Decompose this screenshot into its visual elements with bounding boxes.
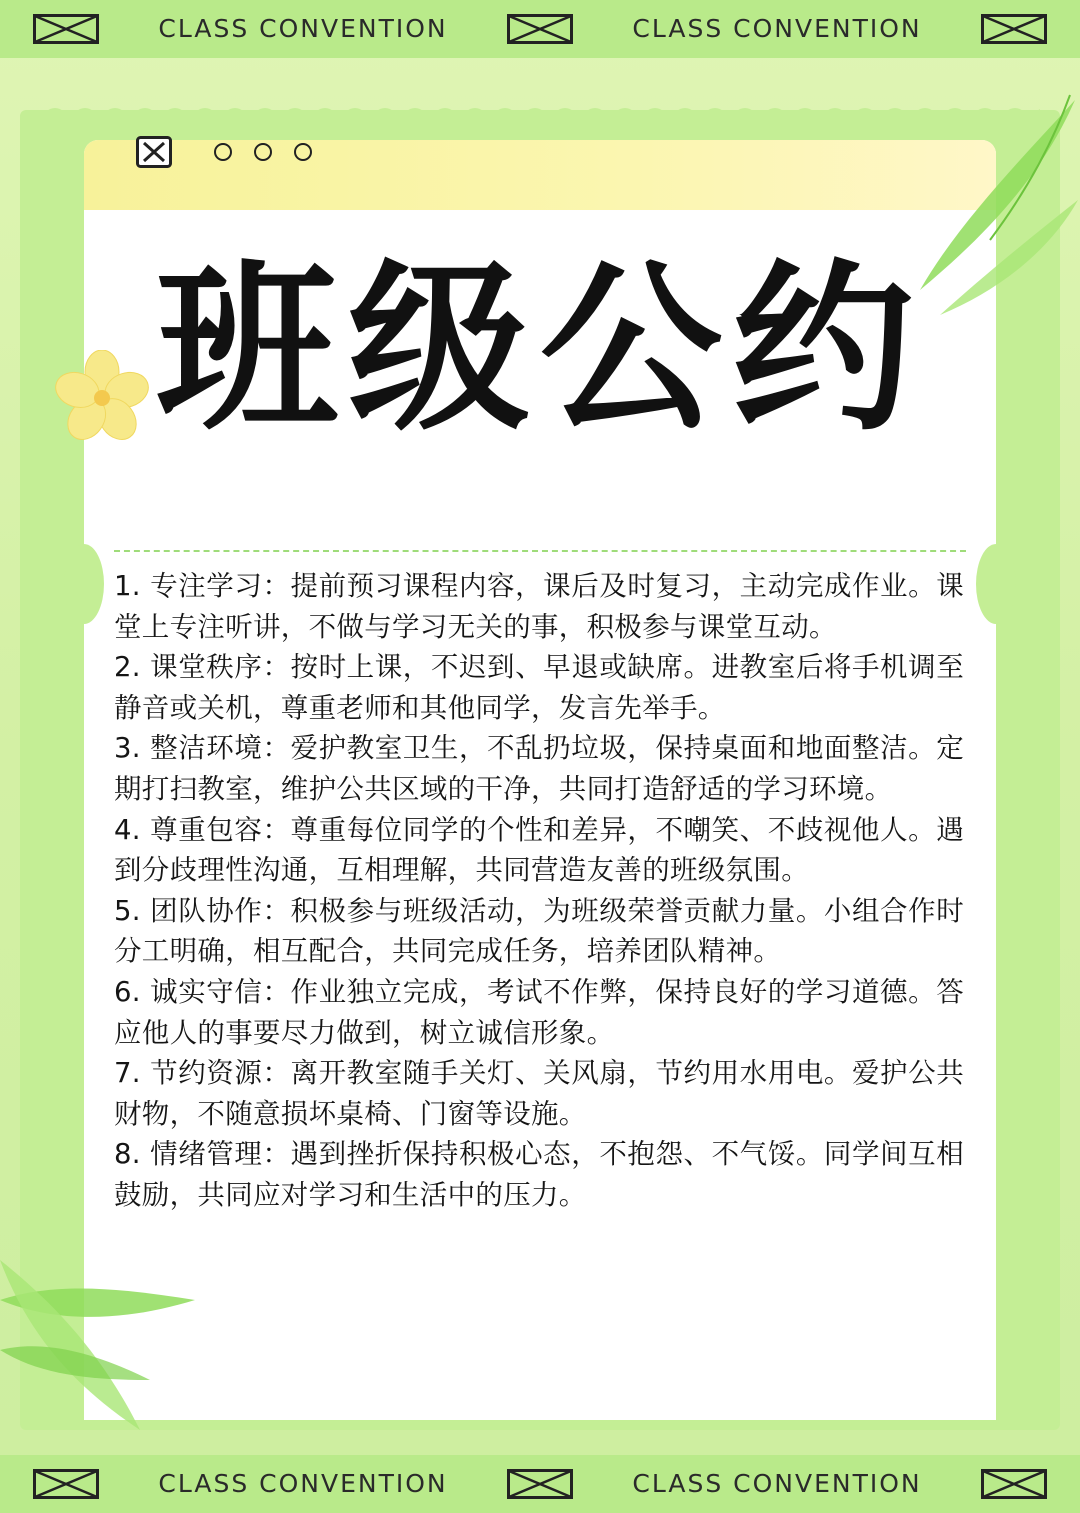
top-banner: [0, 0, 1080, 58]
rule-item: 4. 尊重包容：尊重每位同学的个性和差异，不嘲笑、不歧视他人。遇到分歧理性沟通，互相理解，共同营造友善的班级氛围。: [114, 813, 964, 887]
envelope-icon: [33, 1469, 99, 1499]
banner-label: CLASS CONVENTION: [632, 14, 922, 43]
bamboo-leaf-icon: [0, 1240, 200, 1440]
window-dot: [294, 143, 312, 161]
envelope-icon: [507, 1469, 573, 1499]
rules-list: [114, 566, 964, 1216]
window-dot: [214, 143, 232, 161]
close-icon[interactable]: [136, 136, 172, 168]
window-dot: [254, 143, 272, 161]
banner-label: CLASS CONVENTION: [158, 14, 448, 43]
envelope-icon: [33, 14, 99, 44]
dashed-divider: [114, 550, 966, 552]
banner-label: CLASS CONVENTION: [632, 1469, 922, 1498]
envelope-icon: [981, 1469, 1047, 1499]
page-title: 班级公约: [156, 243, 924, 455]
banner-label: CLASS CONVENTION: [158, 1469, 448, 1498]
rule-item: 5. 团队协作：积极参与班级活动，为班级荣誉贡献力量。小组合作时分工明确，相互配合，共同完成任务，培养团队精神。: [114, 894, 964, 968]
bottom-banner: [0, 1455, 1080, 1513]
ticket-scallop-top: [40, 100, 1040, 120]
rule-item: 8. 情绪管理：遇到挫折保持积极心态，不抱怨、不气馁。同学间互相鼓励，共同应对学习和生活中的压力。: [114, 1138, 964, 1211]
ticket-notch: [976, 544, 1016, 624]
rule-item: 3. 整洁环境：爱护教室卫生，不乱扔垃圾，保持桌面和地面整洁。定期打扫教室，维护公共区域的干净，共同打造舒适的学习环境。: [114, 732, 964, 805]
rule-item: 7. 节约资源：离开教室随手关灯、关风扇，节约用水用电。爱护公共财物，不随意损坏桌椅、门窗等设施。: [114, 1057, 964, 1130]
ticket-notch: [64, 544, 104, 624]
envelope-icon: [507, 14, 573, 44]
rule-item: 2. 课堂秩序：按时上课，不迟到、早退或缺席。进教室后将手机调至静音或关机，尊重老师和其他同学，发言先举手。: [114, 651, 964, 724]
rule-item: 1. 专注学习：提前预习课程内容，课后及时复习，主动完成作业。课堂上专注听讲，不做与学习无关的事，积极参与课堂互动。: [114, 570, 964, 643]
envelope-icon: [981, 14, 1047, 44]
rule-item: 6. 诚实守信：作业独立完成，考试不作弊，保持良好的学习道德。答应他人的事要尽力做到，树立诚信形象。: [114, 975, 964, 1049]
